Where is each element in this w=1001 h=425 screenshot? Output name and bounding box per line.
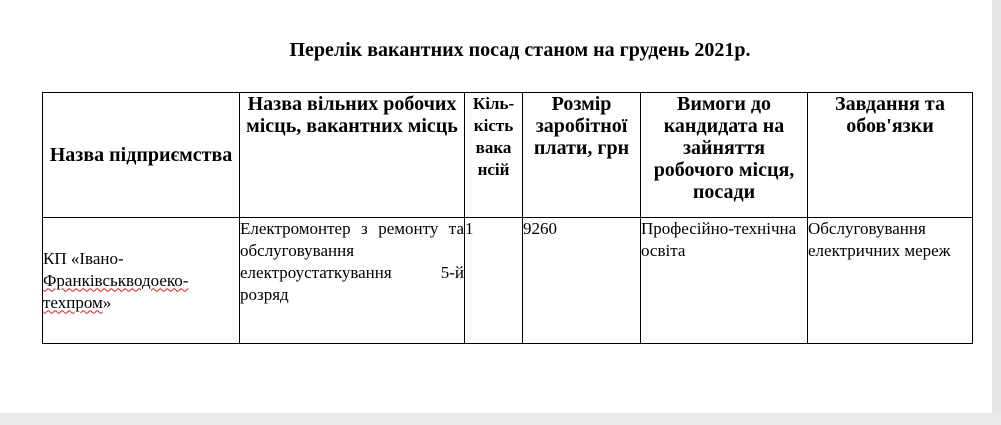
cell-position: Електромонтер з ремонту та обслуговування електроустаткування 5-й розряд: [240, 218, 465, 344]
cell-requirements: Професійно-технічна освіта: [641, 218, 808, 344]
window-scroll-area: [992, 0, 1001, 425]
table-row: [43, 218, 973, 344]
vacancies-table: [42, 92, 973, 344]
page-gap: [0, 413, 1001, 425]
table-header-row: [43, 93, 973, 218]
header-duties: Завдання та обов'язки: [808, 93, 973, 218]
header-positions: Назва вільних робочих місць, вакантних місць: [240, 93, 465, 218]
cell-salary: 9260: [523, 218, 641, 344]
page-title: Перелік вакантних посад станом на грудень 2021р.: [289, 39, 751, 61]
header-count: Кіль-кість вака нсій: [465, 93, 523, 218]
company-suffix: »: [102, 292, 112, 312]
cell-count: 1: [465, 218, 523, 344]
header-salary: Розмір заробітної плати, грн: [523, 93, 641, 218]
company-name: Франківськводоеко-техпром: [43, 270, 189, 312]
company-prefix: КП «Івано-: [43, 248, 124, 268]
header-requirements: Вимоги до кандидата на зайняття робочого місця, посади: [641, 93, 808, 218]
cell-company: [43, 218, 240, 344]
header-company: Назва підприємства: [43, 93, 240, 218]
cell-duties: Обслуговування електричних мереж: [808, 218, 973, 344]
